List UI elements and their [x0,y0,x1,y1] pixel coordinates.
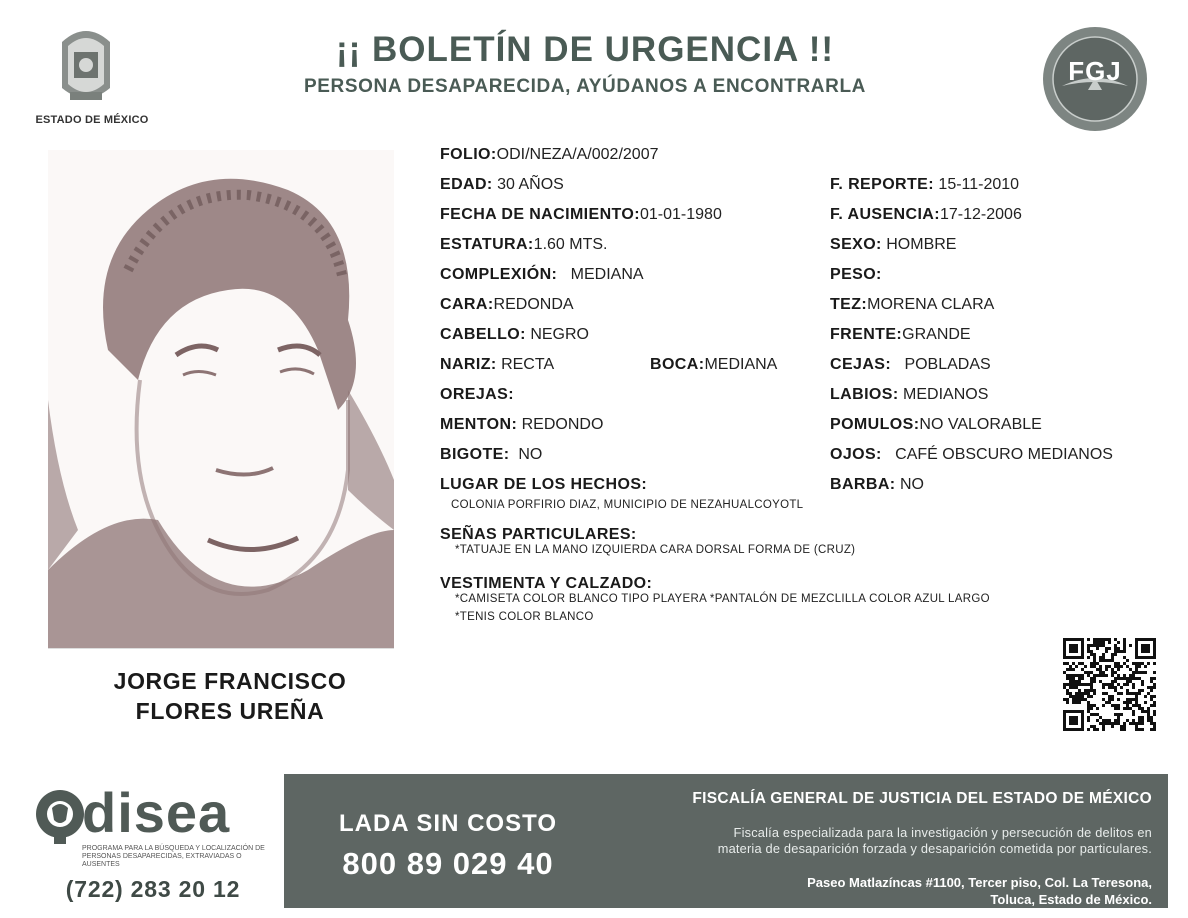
estatura-label: ESTATURA: [440,236,534,253]
fiscalia-desc-line1: Fiscalía especializada para la investigación y persecución de delitos en [733,825,1152,840]
vestimenta-line1: *CAMISETA COLOR BLANCO TIPO PLAYERA *PANTALÓN DE MEZCLILLA COLOR AZUL LARGO [455,593,990,605]
field-cara [440,295,574,315]
estado-de-mexico-label: ESTADO DE MÉXICO [35,114,149,126]
odisea-logo-text: disea [82,781,231,844]
field-folio [440,145,658,165]
field-sexo [830,235,956,255]
menton-value: REDONDO [521,416,604,433]
field-bigote [440,445,542,465]
field-pomulos [830,415,1042,435]
fgj-seal-icon [1042,26,1148,132]
sexo-value: HOMBRE [886,236,957,253]
person-name-line2: FLORES UREÑA [135,698,325,724]
field-f-reporte [830,175,1019,195]
fiscalia-description [600,825,1152,857]
field-cejas [830,355,991,375]
odisea-caption: PROGRAMA PARA LA BÚSQUEDA Y LOCALIZACIÓN DE PERSONAS DESAPARECIDAS, EXTRAVIADAS O AUSENTES [82,845,265,868]
barba-value: NO [899,476,924,493]
field-complexion [440,265,644,285]
field-edad [440,175,564,195]
cabello-label: CABELLO: [440,326,526,343]
folio-value: ODI/NEZA/A/002/2007 [496,146,659,163]
cejas-label: CEJAS: [830,356,892,373]
field-frente [830,325,971,345]
complexion-value: MEDIANA [570,266,644,283]
field-peso [830,265,882,285]
orejas-label: OREJAS: [440,386,514,403]
fiscalia-desc-line2: materia de desaparición forzada y desaparición cometida por particulares. [717,841,1152,856]
person-name-line1: JORGE FRANCISCO [113,668,347,694]
folio-label: FOLIO: [440,146,497,163]
fecha-nacimiento-value: 01-01-1980 [640,206,722,223]
fiscalia-title: FISCALÍA GENERAL DE JUSTICIA DEL ESTADO DE MÉXICO [692,790,1152,807]
bulletin-subtitle: PERSONA DESAPARECIDA, AYÚDANOS A ENCONTRARLA [304,76,866,97]
field-tez [830,295,994,315]
ojos-value: CAFÉ OBSCURO MEDIANOS [895,446,1113,463]
lada-sin-costo-number: 800 89 029 40 [342,846,554,881]
field-vestimenta-label [440,574,652,594]
peso-label: PESO: [830,266,882,283]
person-photo [48,150,394,649]
estatura-value: 1.60 MTS. [533,236,608,253]
senas-label: SEÑAS PARTICULARES: [440,526,637,543]
f-ausencia-label: F. AUSENCIA: [830,206,940,223]
vestimenta-label: VESTIMENTA Y CALZADO: [440,575,653,592]
field-ojos [830,445,1113,465]
labios-value: MEDIANOS [903,386,989,403]
field-f-ausencia [830,205,1022,225]
field-fecha-nacimiento [440,205,722,225]
boca-label: BOCA: [650,356,705,373]
fecha-nacimiento-label: FECHA DE NACIMIENTO: [440,206,640,223]
vestimenta-line2: *TENIS COLOR BLANCO [455,611,594,623]
tez-label: TEZ: [830,296,868,313]
frente-value: GRANDE [902,326,971,343]
cabello-value: NEGRO [530,326,589,343]
bigote-label: BIGOTE: [440,446,510,463]
bulletin-title: ¡¡ BOLETÍN DE URGENCIA !! [335,30,835,69]
boca-value: MEDIANA [704,356,778,373]
lugar-label: LUGAR DE LOS HECHOS: [440,476,648,493]
lada-sin-costo-label: LADA SIN COSTO [338,810,557,837]
cejas-value: POBLADAS [904,356,991,373]
cara-value: REDONDA [493,296,574,313]
f-reporte-value: 15-11-2010 [938,176,1020,193]
field-labios [830,385,988,405]
nariz-label: NARIZ: [440,356,497,373]
sexo-label: SEXO: [830,236,882,253]
labios-label: LABIOS: [830,386,899,403]
estado-de-mexico-coat-of-arms-icon [52,22,120,108]
nariz-value: RECTA [501,356,555,373]
complexion-label: COMPLEXIÓN: [440,266,558,283]
pomulos-label: POMULOS: [830,416,920,433]
field-boca [650,355,777,375]
menton-label: MENTON: [440,416,518,433]
person-name [60,666,400,726]
fiscalia-address [600,874,1152,908]
bigote-value: NO [518,446,543,463]
edad-label: EDAD: [440,176,493,193]
cara-label: CARA: [440,296,494,313]
field-cabello [440,325,589,345]
address-line2: Toluca, Estado de México. [990,892,1152,907]
fgj-logo-text: FGJ [1068,56,1122,86]
pomulos-value: NO VALORABLE [919,416,1042,433]
ojos-label: OJOS: [830,446,882,463]
edad-value: 30 AÑOS [497,176,564,193]
frente-label: FRENTE: [830,326,903,343]
address-line1: Paseo Matlazíncas #1100, Tercer piso, Col. La Teresona, [807,875,1152,890]
field-orejas [440,385,514,405]
f-ausencia-value: 17-12-2006 [940,206,1022,223]
f-reporte-label: F. REPORTE: [830,176,934,193]
field-nariz [440,355,554,375]
tez-value: MORENA CLARA [867,296,995,313]
field-menton [440,415,603,435]
qr-code-icon[interactable] [1063,638,1156,731]
field-lugar-label [440,475,647,495]
barba-label: BARBA: [830,476,896,493]
odisea-phone: (722) 283 20 12 [65,876,241,902]
lugar-value: COLONIA PORFIRIO DIAZ, MUNICIPIO DE NEZAHUALCOYOTL [451,499,804,511]
field-barba [830,475,924,495]
field-estatura [440,235,607,255]
senas-value: *TATUAJE EN LA MANO IZQUIERDA CARA DORSAL FORMA DE (CRUZ) [455,544,856,556]
field-senas-label [440,525,637,545]
